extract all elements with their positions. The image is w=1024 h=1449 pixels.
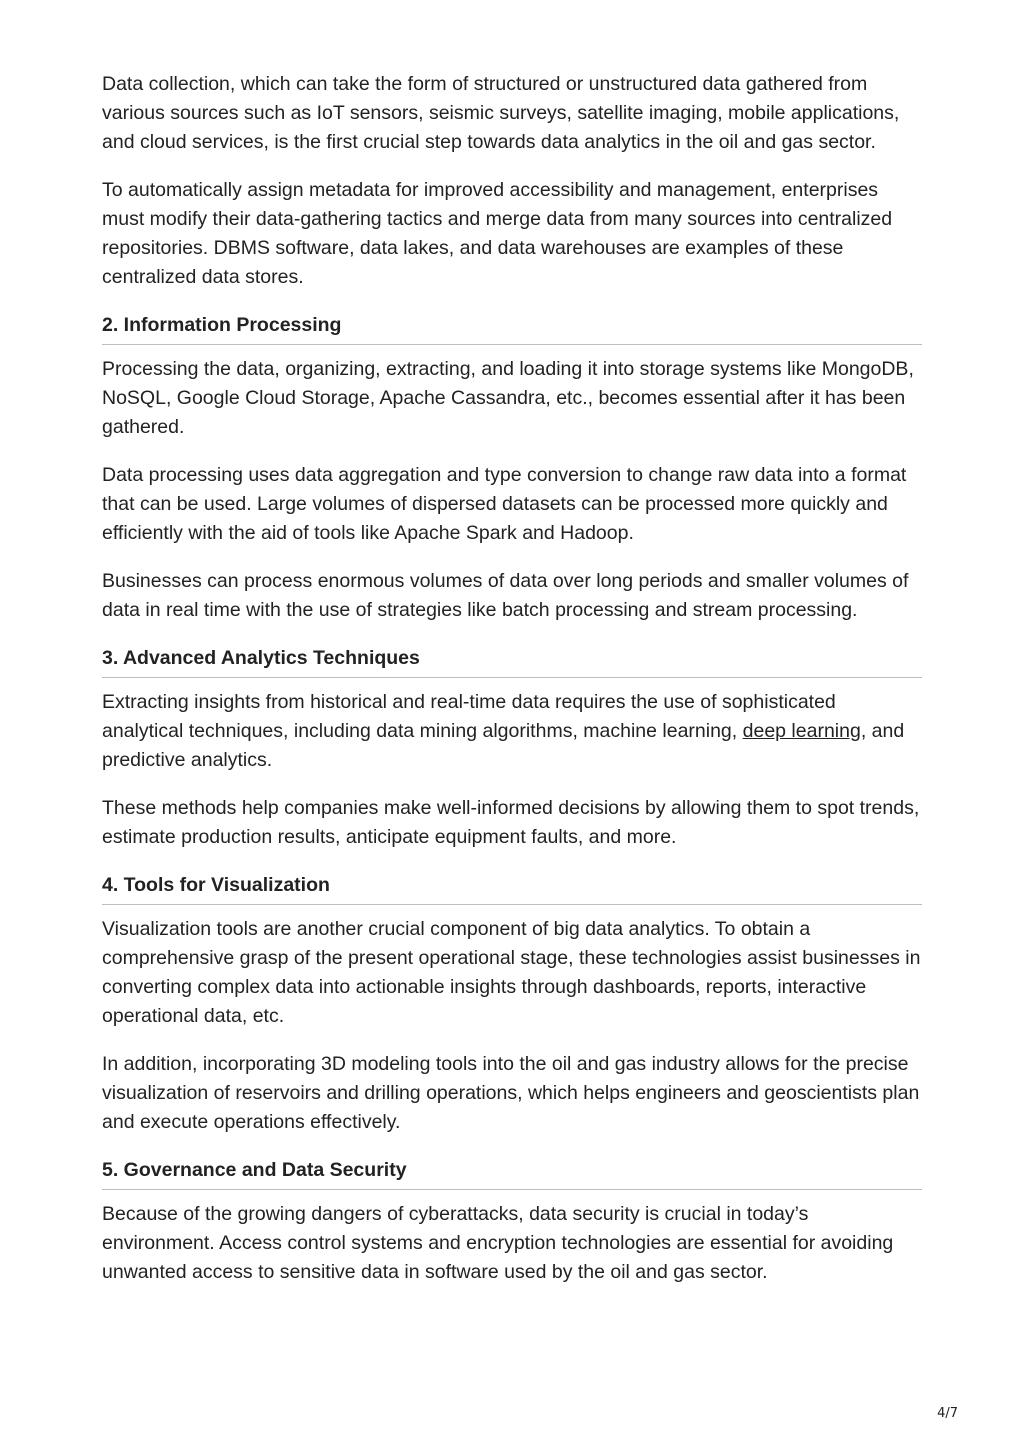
paragraph: In addition, incorporating 3D modeling tools into the oil and gas industry allows for the precise visualization of reservoirs and drilling operations, which helps engineers and geoscientists plan and execute operations effectively. [102,1053,920,1133]
paragraph: Data processing uses data aggregation and type conversion to change raw data into a format that can be used. Large volumes of dispersed datasets can be processed more quickly and efficiently with the aid of tools like Apache Spark and Hadoop. [102,464,907,544]
section-heading: 4. Tools for Visualization [102,871,922,905]
section-governance-security [102,1156,922,1287]
paragraph-text: , and predictive analytics. [102,720,905,771]
article-content [102,70,922,1306]
page-number: 4/7 [937,1406,958,1421]
paragraph-with-link [102,688,922,775]
paragraph: These methods help companies make well-informed decisions by allowing them to spot trends, estimate production results, anticipate equipment faults, and more. [102,797,920,848]
intro-paragraph-2: To automatically assign metadata for improved accessibility and management, enterprises must modify their data-gathering tactics and merge data from many sources into centralized repositories. DBMS software, data lakes, and data warehouses are examples of these centralized data stores. [102,179,893,288]
deep-learning-link[interactable]: deep learning [742,720,861,742]
section-advanced-analytics [102,644,922,852]
paragraph: Businesses can process enormous volumes of data over long periods and smaller volumes of data in real time with the use of strategies like batch processing and stream processing. [102,570,909,621]
paragraph: Processing the data, organizing, extracting, and loading it into storage systems like MongoDB, NoSQL, Google Cloud Storage, Apache Cassandra, etc., becomes essential after it has been gathered. [102,358,914,438]
paragraph: Visualization tools are another crucial component of big data analytics. To obtain a comprehensive grasp of the present operational stage, these technologies assist businesses in converting complex data into actionable insights through dashboards, reports, interactive operational data, etc. [102,918,921,1027]
section-heading: 2. Information Processing [102,311,922,345]
section-visualization-tools [102,871,922,1137]
section-body [102,915,922,1137]
intro-paragraph-1: Data collection, which can take the form of structured or unstructured data gathered from various sources such as IoT sensors, seismic surveys, satellite imaging, mobile applications, and cloud services, is the first crucial step towards data analytics in the oil and gas sector. [102,73,900,153]
section-body [102,1200,922,1287]
section-heading: 5. Governance and Data Security [102,1156,922,1190]
paragraph-text: Extracting insights from historical and real-time data requires the use of sophisticated analytical techniques, including data mining algorithms, machine learning, [102,691,836,742]
section-body [102,688,922,852]
paragraph: Because of the growing dangers of cyberattacks, data security is crucial in today’s environment. Access control systems and encryption technologies are essential for avoiding unwanted access to sensitive data in software used by the oil and gas sector. [102,1203,894,1283]
section-heading: 3. Advanced Analytics Techniques [102,644,922,678]
section-body [102,355,922,625]
section-information-processing [102,311,922,625]
